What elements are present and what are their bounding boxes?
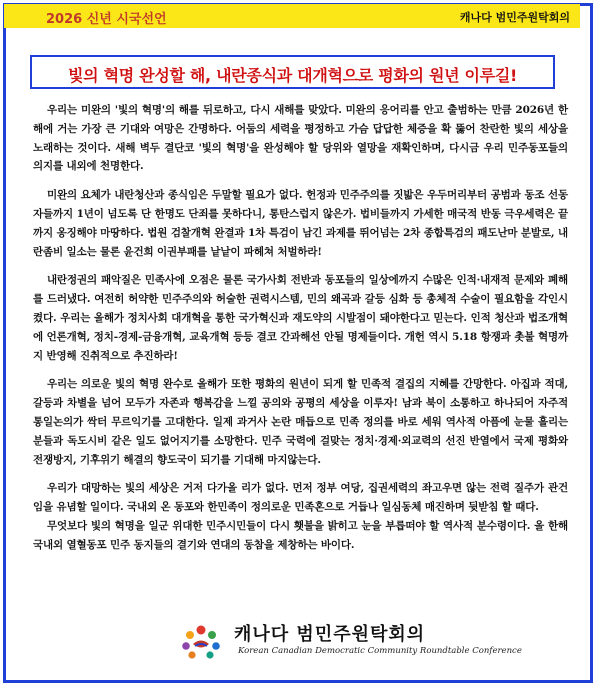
paragraph-1: 우리는 미완의 '빛의 혁명'의 해를 뒤로하고, 다시 새해를 맞았다. 미완의 응어리를 안고 출범하는 만큼 2026년 한해에 거는 가장 큰 기대와 여망은 간명하다. 어둠의 세력을 평정하고 가슴 답답한 체증을 확 뚫어 찬란한 빛의 세상을 노래하는 것이다. 새해 벽두 결단코 '빛의 혁명'을 완성해야 할 당위와 열망을 재확인하며, 다시금 우리 민주동포들의 의지를 내외에 천명한다. <box>33 104 568 173</box>
footer-organization-name: 캐나다 범민주원탁회의 <box>234 624 426 645</box>
header-organization: 캐나다 범민주원탁회의 <box>459 11 570 24</box>
paragraph-3: 내란정권의 패악질은 민족사에 오점은 물론 국가사회 전반과 동포들의 일상에까지 수많은 인적·내재적 문제와 폐해를 드러냈다. 여전히 허약한 민주주의와 허술한 권력시스템, 민의 왜곡과 갈등 심화 등 총체적 수술이 필요함을 각인시켰다. 우리는 올해가 정치사회 대개혁을 통한 국가혁신과 재도약의 시발점이 돼야한다고 믿는다. 인적 청산과 법조개혁에 언론개혁, 정치-경제-금융개혁, 교육개혁 등등 결코 간과해선 안될 명제들이다. 개헌 역시 5.18 항쟁과 촛불 혁명까지 반영해 진취적으로 추진하라! <box>33 274 568 362</box>
declaration-body <box>33 101 568 565</box>
headline-box <box>30 55 555 89</box>
footer <box>0 618 600 668</box>
paragraph-6: 무엇보다 빛의 혁명을 일군 위대한 민주시민들이 다시 횃불을 밝히고 눈을 부릅떠야 할 역사적 분수령이다. 올 한해 국내외 열혈동포 민주 동지들의 결기와 연대의 동참을 제창하는 바이다. <box>33 519 568 551</box>
header-title: 2026 신년 시국선언 <box>46 12 167 27</box>
paragraph-2: 미완의 요체가 내란청산과 종식임은 두말할 필요가 없다. 헌정과 민주주의를 짓밟은 우두머리부터 공범과 동조 선동자들까지 1년이 넘도록 단 한명도 단죄를 못하다니, 통탄스럽지 않은가. 법비들까지 가세한 매국적 반동 극우세력은 끝까지 옹징해야 마땅하다. 법원 검찰개혁 완결과 1차 특검이 남긴 과제를 뛰어넘는 2차 종합특검의 패도난마 분발로, 내란좀비 일소는 물론 윤건희 이권부패를 낱낱이 파헤쳐 처벌하라! <box>33 189 568 258</box>
paragraph-4: 우리는 의로운 빛의 혁명 완수로 올해가 또한 평화의 원년이 되게 할 민족적 결집의 지혜를 간망한다. 아집과 적대, 갈등과 차별을 넘어 모두가 자존과 행복감을 느낄 공의와 공평의 세상을 이루자! 남과 북이 소통하고 하나되어 자주적 통일논의가 싹터 무르익기를 고대한다. 일제 과거사 논란 매듭으로 민족 정의를 바로 세워 역사적 아픔에 눈물 흘리는 분들과 독도시비 같은 일도 없어지기를 소망한다. 민주 국력에 걸맞는 정치·경제·외교력의 선진 반열에서 국제 평화와 전쟁방지, 기후위기 해결의 향도국이 되기를 기대해 마지않는다. <box>33 378 568 466</box>
header-bar <box>4 4 580 28</box>
headline: 빛의 혁명 완성할 해, 내란종식과 대개혁으로 평화의 원년 이루길! <box>68 66 517 85</box>
footer-organization-english: Korean Canadian Democratic Community Roundtable Conference <box>238 646 522 656</box>
organization-logo <box>180 622 222 664</box>
paragraph-5: 우리가 대망하는 빛의 세상은 거저 다가올 리가 없다. 먼저 정부 여당, 집권세력의 좌고우면 않는 전력 질주가 관건임을 유념할 일이다. 국내외 온 동포와 한민족이 정의로운 민족혼으로 거듭나 일심동체 매진하며 뒷받침 할 때다. <box>33 482 568 514</box>
